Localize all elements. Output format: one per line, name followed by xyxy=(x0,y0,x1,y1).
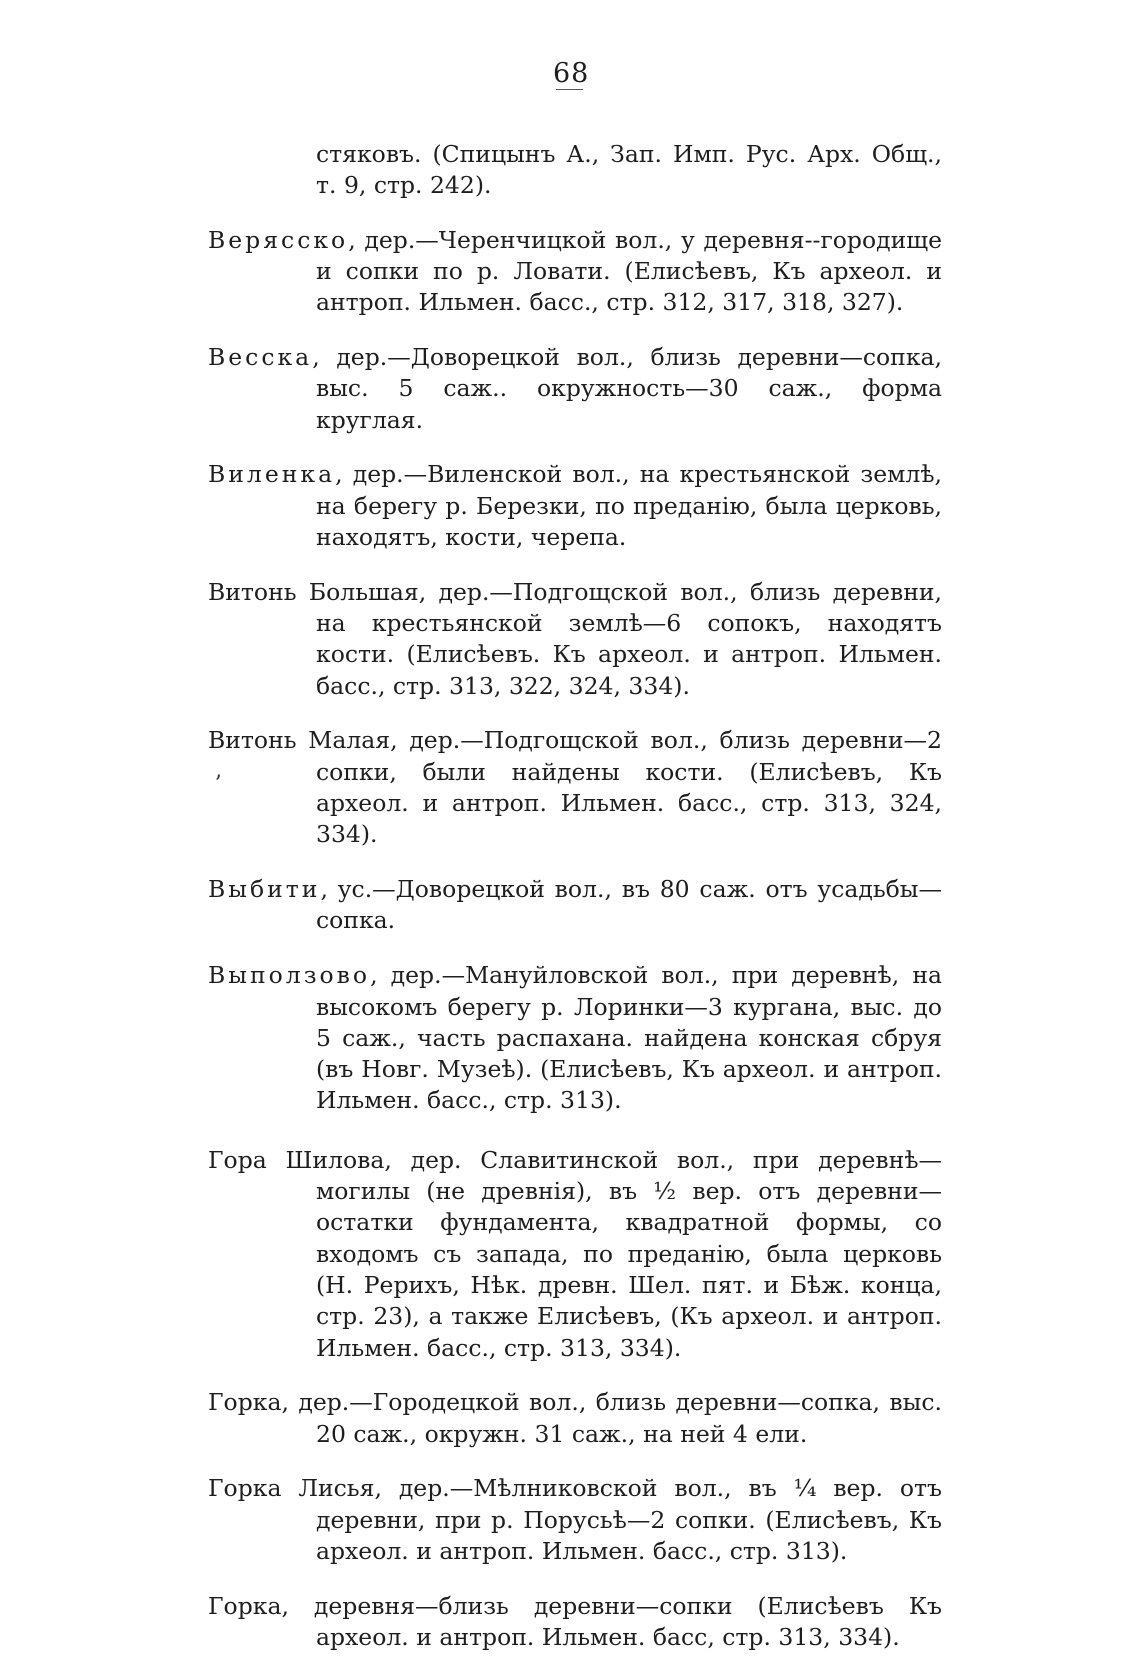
entry-headword: Гора Шилова xyxy=(208,1145,385,1174)
entry-veryassko xyxy=(208,225,942,319)
entry-viton-bolshaya xyxy=(208,577,942,702)
entry-headword: Витонь Малая xyxy=(208,726,391,755)
entry-vypolzovo xyxy=(208,960,942,1116)
margin-speck: ʼ xyxy=(214,772,221,797)
entry-headword: Горка xyxy=(208,1591,282,1620)
entry-headword: Выползово xyxy=(208,961,371,990)
entry-text: , дер.—Мѣлниковской вол., въ ¼ вер. отъ деревни, при р. Порусьѣ—2 сопки. (Елисѣевъ, Къ археол. и антроп. Ильмен. басс., стр. 313). xyxy=(316,1474,942,1565)
entry-text: , дер.—Доворецкой вол., близь деревни—сопка, выс. 5 саж.. окружность—30 саж., форма круглая. xyxy=(312,342,942,434)
entry-headword: Виленка xyxy=(208,460,336,489)
entry-gorka-lisya xyxy=(208,1473,942,1567)
entry-vybiti xyxy=(208,874,942,937)
entry-headword: Выбити xyxy=(208,875,321,904)
page-number: 68 xyxy=(553,58,590,89)
entry-text: , дер.—Городецкой вол., близь деревни—сопка, выс. 20 саж., окружн. 31 саж., на ней 4 ели. xyxy=(281,1388,942,1448)
entry-headword: Верясско xyxy=(208,225,349,254)
entry-list xyxy=(208,115,942,1656)
entry-headword: Витонь Большая xyxy=(208,577,419,606)
entry-text: стяковъ. (Спицынъ А., Зап. Имп. Рус. Арх. Общ., т. 9, стр. 242). xyxy=(316,139,942,199)
entry-text: , деревня—близь деревни—сопки (Елисѣевъ Къ археол. и антроп. Ильмен. басс, стр. 313, 334). xyxy=(281,1591,942,1652)
entry-headword: Горка Лисья xyxy=(208,1474,375,1503)
entry-vilenka xyxy=(208,459,942,553)
entry-text: , дер.—Черенчицкой вол., у деревня--городище и сопки по р. Ловати. (Елисѣевъ, Къ археол. и антроп. Ильмен. басс., стр. 312, 317, 318, 327). xyxy=(316,225,942,317)
entry-text: , дер. Славитинской вол., при деревнѣ—могилы (не древнія), въ ½ вер. отъ деревни—остатки фундамента, квадратной формы, со входомъ съ запада, по преданію, была церковь (Н. Рерихъ, Нѣк. древн. Шел. пят. и Бѣж. конца, стр. 23), а также Елисѣевъ, (Къ археол. и антроп. Ильмен. басс., стр. 313, 334). xyxy=(316,1145,942,1362)
entry-text: , дер.—Подгощской вол., близь деревни—2 сопки, были найдены кости. (Елисѣевъ, Къ археол. и антроп. Ильмен. басс., стр. 313, 324, 334). xyxy=(316,726,942,849)
entry-gora-shilova xyxy=(208,1145,942,1364)
entry-viton-malaya xyxy=(208,725,942,850)
page-number-underline xyxy=(556,89,583,90)
entry-headword: Горка xyxy=(208,1388,282,1417)
entry-text: , ус.—Доворецкой вол., въ 80 саж. отъ усадьбы—сопка. xyxy=(316,875,942,935)
entry-text: , дер.—Подгощской вол., близь деревни, на крестьянской землѣ—6 сопокъ, находятъ кости. (Елисѣевъ. Къ археол. и антроп. Ильмен. басс., стр. 313, 322, 324, 334). xyxy=(316,577,942,700)
entry-text: , дер.—Виленской вол., на крестьянской землѣ, на берегу р. Березки, по преданію, была церковь, находятъ, кости, черепа. xyxy=(316,460,942,551)
entry-text: , дер.—Мануйловской вол., при деревнѣ, на высокомъ берегу р. Лоринки—3 кургана, выс. до 5 саж., часть распахана. найдена конская сбруя (въ Новг. Музеѣ). (Елисѣевъ, Къ археол. и антроп. Ильмен. басс., стр. 313). xyxy=(316,961,942,1115)
entry-continuation xyxy=(208,139,942,202)
entry-headword: Весска xyxy=(208,342,313,371)
entry-gorka-village xyxy=(208,1591,942,1654)
entry-gorka xyxy=(208,1387,942,1450)
entry-vesska xyxy=(208,342,942,436)
